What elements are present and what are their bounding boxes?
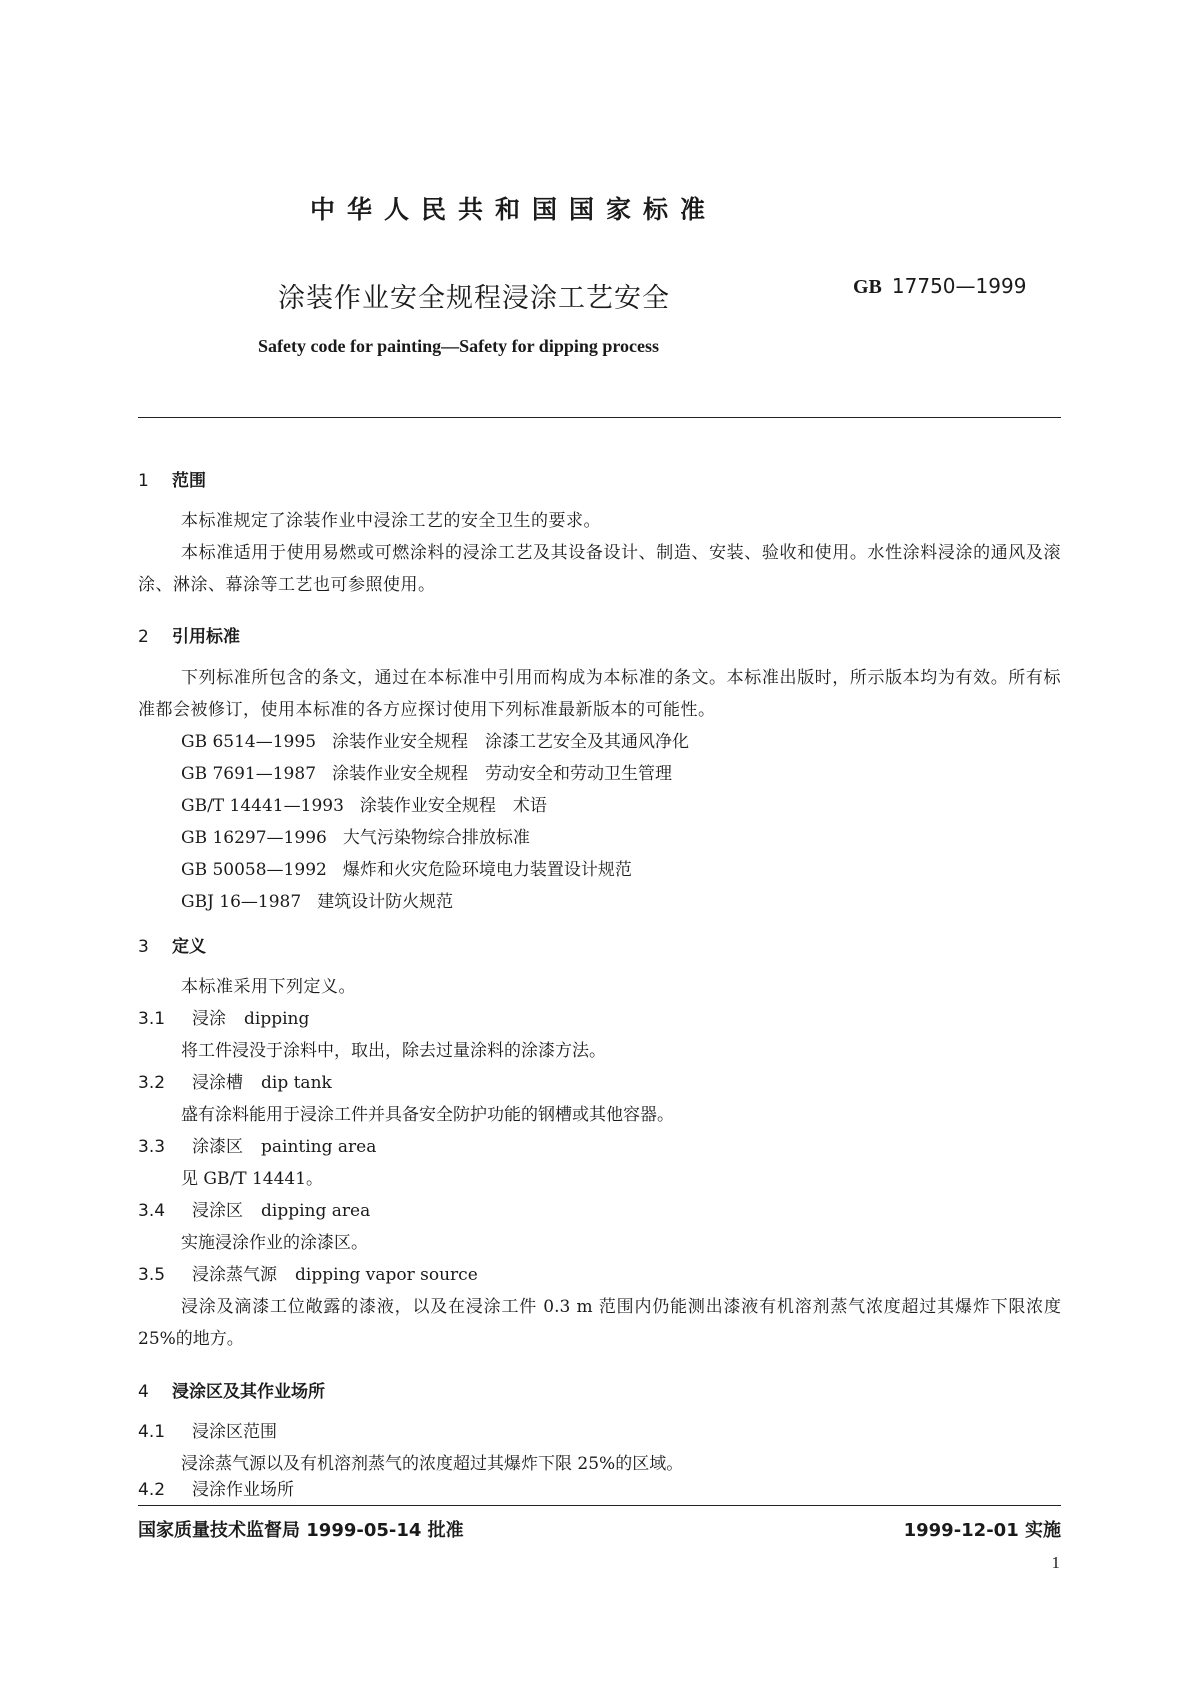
term-heading: 3.4 浸涂区 dipping area [138,1201,371,1221]
section-1-para-1: 本标准规定了涂装作业中浸涂工艺的安全卫生的要求。 [181,511,601,531]
english-title: Safety code for painting—Safety for dipping process [258,336,660,356]
section-1-para-2: 本标准适用于使用易燃或可燃涂料的浸涂工艺及其设备设计、制造、安装、验收和使用。水性涂料浸涂的通风及滚涂、淋涂、幕涂等工艺也可参照使用。 [138,543,1061,595]
page-number: 1 [1051,1553,1060,1572]
term-definition: 浸涂及滴漆工位敞露的漆液，以及在浸涂工件 0.3 m 范围内仍能测出漆液有机溶剂蒸气浓度超过其爆炸下限浓度 25%的地方。 [138,1297,1061,1349]
reference-item: GB 50058—1992 爆炸和火灾危险环境电力装置设计规范 [181,860,632,880]
term-definition: 将工件浸没于涂料中，取出，除去过量涂料的涂漆方法。 [181,1041,606,1061]
section-1-heading: 1 范围 [138,471,206,491]
header-divider [138,417,1061,418]
reference-item: GB 16297—1996 大气污染物综合排放标准 [181,828,530,848]
term-heading: 3.5 浸涂蒸气源 dipping vapor source [138,1265,478,1285]
subsection-heading: 4.2 浸涂作业场所 [138,1480,294,1500]
reference-item: GB 7691—1987 涂装作业安全规程 劳动安全和劳动卫生管理 [181,764,673,784]
term-definition: 实施浸涂作业的涂漆区。 [181,1233,368,1253]
reference-item: GB 6514—1995 涂装作业安全规程 涂漆工艺安全及其通风净化 [181,732,690,752]
standard-prefix: GB [853,276,882,298]
term-heading: 3.1 浸涂 dipping [138,1009,310,1029]
term-heading: 3.3 涂漆区 painting area [138,1137,377,1157]
standard-number: 17750—1999 [891,274,1027,298]
subsection-definition: 浸涂蒸气源以及有机溶剂蒸气的浓度超过其爆炸下限 25%的区域。 [181,1454,684,1474]
footer-divider [138,1505,1061,1506]
term-definition: 见 GB/T 14441。 [181,1169,324,1189]
section-2-heading: 2 引用标准 [138,627,240,647]
section-2-para-1: 下列标准所包含的条文，通过在本标准中引用而构成为本标准的条文。本标准出版时，所示版本均为有效。所有标准都会被修订，使用本标准的各方应探讨使用下列标准最新版本的可能性。 [138,668,1061,720]
section-4-heading: 4 浸涂区及其作业场所 [138,1382,325,1402]
section-3-heading: 3 定义 [138,937,206,957]
national-standard-title: 中华人民共和国国家标准 [310,195,718,224]
reference-item: GBJ 16—1987 建筑设计防火规范 [181,892,454,912]
term-heading: 3.2 浸涂槽 dip tank [138,1073,332,1093]
standard-code [853,274,1026,299]
effective-date: 1999-12-01 实施 [903,1520,1061,1541]
reference-item: GB/T 14441—1993 涂装作业安全规程 术语 [181,796,547,816]
term-definition: 盛有涂料能用于浸涂工件并具备安全防护功能的钢槽或其他容器。 [181,1105,674,1125]
subsection-heading: 4.1 浸涂区范围 [138,1422,277,1442]
approval-info: 国家质量技术监督局 1999-05-14 批准 [138,1520,464,1541]
document-title: 涂装作业安全规程浸涂工艺安全 [278,283,670,314]
section-3-para-1: 本标准采用下列定义。 [181,977,356,997]
